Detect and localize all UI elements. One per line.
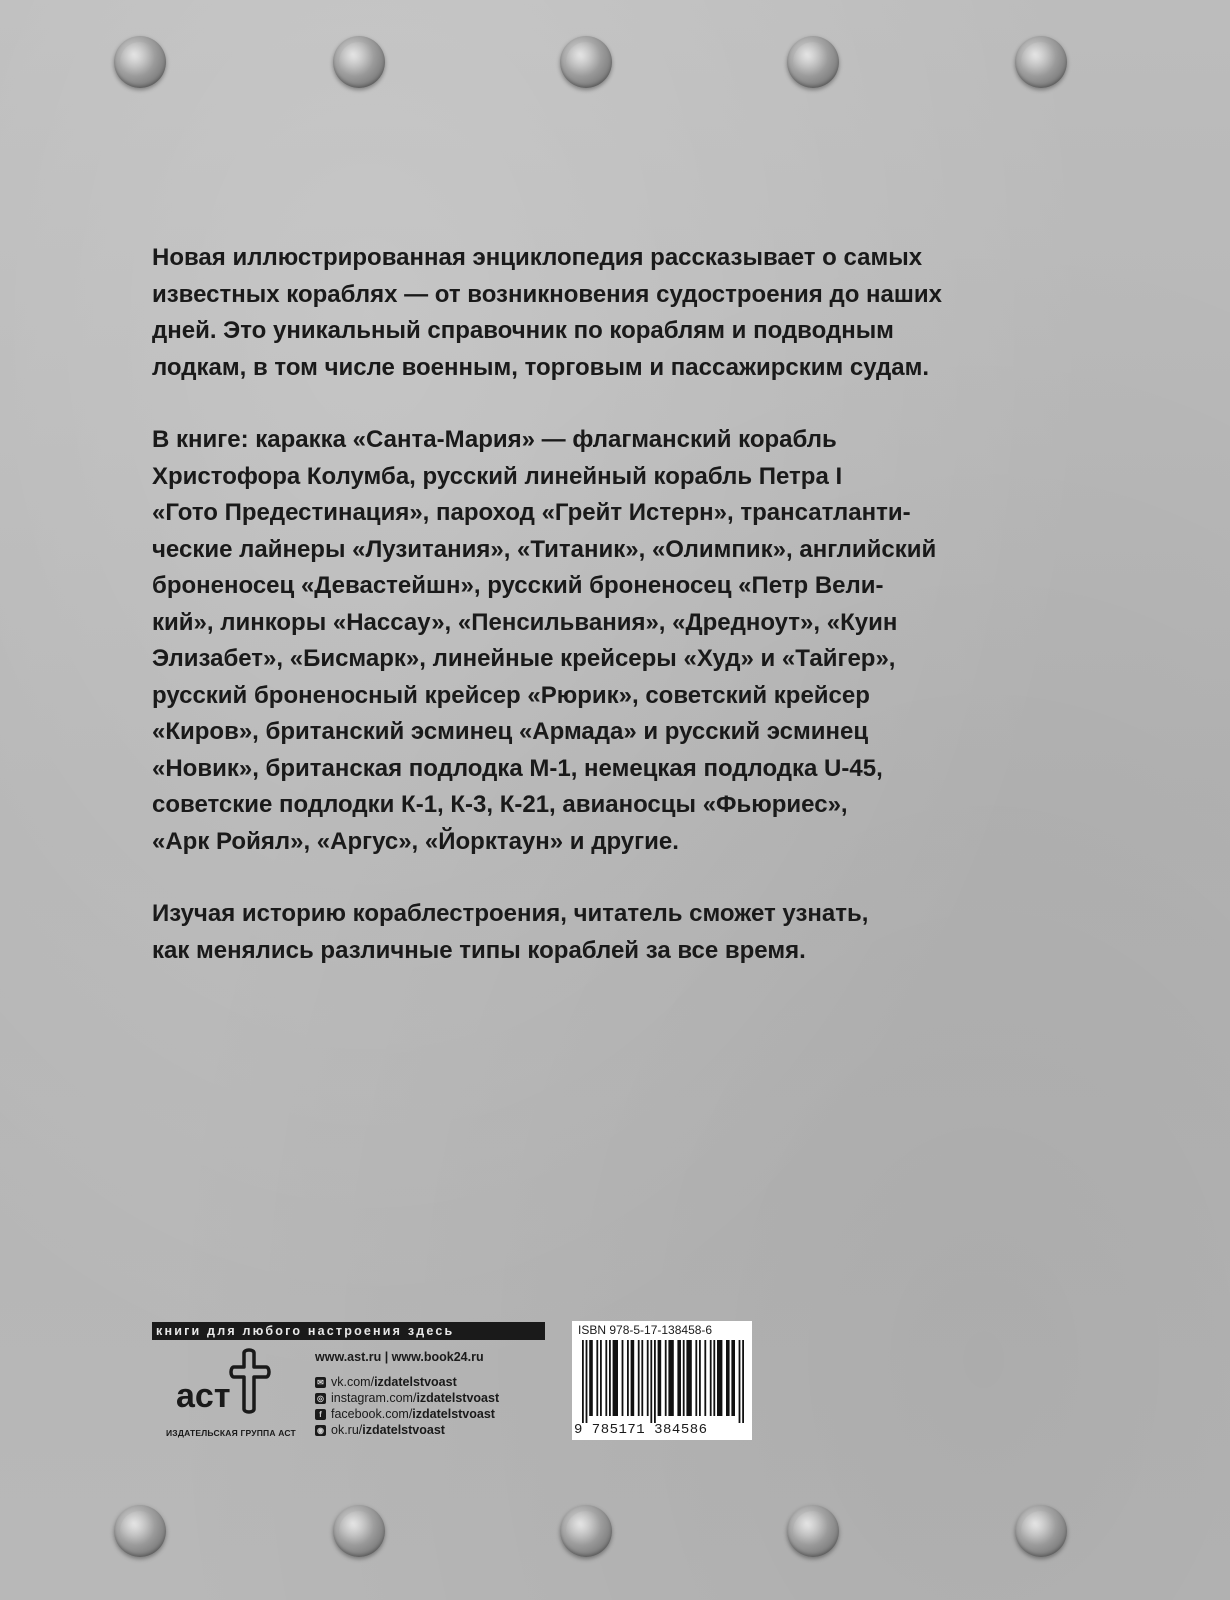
barcode-bar — [589, 1340, 593, 1416]
barcode-bar — [717, 1340, 722, 1416]
social-prefix: vk.com/ — [331, 1375, 375, 1389]
barcode-bar — [668, 1340, 673, 1416]
barcode-bar — [726, 1340, 730, 1416]
barcode-bar — [677, 1340, 681, 1416]
barcode-bar — [683, 1340, 685, 1416]
text-line: В книге: каракка «Санта-Мария» — флагманский корабль — [152, 426, 837, 453]
barcode-bar — [605, 1340, 607, 1416]
rivet-top-3 — [560, 36, 612, 88]
text-line: кий», линкоры «Нассау», «Пенсильвания», «Дредноут», «Куин — [152, 608, 898, 636]
paragraph-intro — [152, 240, 1052, 386]
barcode-bar — [600, 1340, 602, 1416]
barcode-bar — [596, 1340, 598, 1416]
paragraph-outro — [152, 896, 1052, 969]
barcode-bar — [654, 1340, 656, 1423]
barcode-bar — [627, 1340, 629, 1416]
social-prefix: instagram.com/ — [331, 1391, 417, 1405]
text-line: как менялись различные типы кораблей за все время. — [152, 936, 806, 964]
barcode-icon — [582, 1340, 744, 1423]
rivet-top-2 — [333, 36, 385, 88]
text-line: лодкам, в том числе военным, торговым и пассажирским судам. — [152, 353, 930, 381]
paragraph-ships-list — [152, 422, 1052, 860]
ok-icon: ◉ — [315, 1425, 326, 1436]
barcode-bar — [582, 1340, 584, 1423]
text-line: «Киров», британский эсминец «Армада» и русский эсминец — [152, 718, 869, 745]
publisher-name: ИЗДАТЕЛЬСКАЯ ГРУППА АСТ — [166, 1428, 296, 1438]
text-line: Христофора Колумба, русский линейный корабль Петра I — [152, 462, 843, 490]
barcode-bar — [713, 1340, 715, 1416]
barcode-bar — [665, 1340, 667, 1416]
barcode-bar — [699, 1340, 701, 1416]
barcode-bar — [641, 1340, 643, 1416]
social-link-ok[interactable] — [315, 1422, 499, 1438]
text-line: Изучая историю кораблестроения, читатель сможет узнать, — [152, 900, 869, 927]
facebook-icon: f — [315, 1409, 326, 1420]
barcode-panel — [572, 1321, 752, 1440]
social-prefix: facebook.com/ — [331, 1407, 413, 1421]
text-line: Новая иллюстрированная энциклопедия рассказывает о самых — [152, 244, 923, 271]
social-link-facebook[interactable] — [315, 1406, 499, 1422]
barcode-bar — [622, 1340, 624, 1416]
isbn-number: ISBN 978-5-17-138458-6 — [578, 1323, 713, 1337]
barcode-bar — [658, 1340, 662, 1416]
text-line: советские подлодки К-1, К-3, К-21, авианосцы «Фьюриес», — [152, 791, 848, 818]
barcode-bar — [631, 1340, 635, 1416]
text-line: дней. Это уникальный справочник по кораблям и подводным — [152, 317, 894, 344]
rivet-top-4 — [787, 36, 839, 88]
social-handle: izdatelstvoast — [412, 1407, 495, 1421]
barcode-bar — [710, 1340, 712, 1416]
barcode-bar — [731, 1340, 735, 1416]
social-link-instagram[interactable] — [315, 1390, 499, 1406]
rivet-top-5 — [1015, 36, 1067, 88]
instagram-icon: ◎ — [315, 1393, 326, 1404]
text-line: броненосец «Девастейшн», русский броненосец «Петр Вели- — [152, 572, 884, 599]
barcode-bar — [650, 1340, 652, 1423]
text-line: «Арк Ройял», «Аргус», «Йорктаун» и другие. — [152, 827, 679, 855]
social-links — [315, 1374, 499, 1438]
barcode-bar — [638, 1340, 640, 1416]
text-line: ческие лайнеры «Лузитания», «Титаник», «Олимпик», английский — [152, 535, 937, 563]
social-handle: izdatelstvoast — [416, 1391, 500, 1405]
barcode-bar — [586, 1340, 588, 1423]
barcode-bar — [686, 1340, 691, 1416]
social-handle: izdatelstvoast — [362, 1423, 445, 1437]
barcode-bar — [742, 1340, 744, 1423]
barcode-bar — [704, 1340, 706, 1416]
rivet-bottom-3 — [560, 1505, 612, 1557]
text-line: «Гото Предестинация», пароход «Грейт Истерн», трансатланти- — [152, 499, 911, 526]
text-line: Элизабет», «Бисмарк», линейные крейсеры «Худ» и «Тайгер», — [152, 645, 896, 672]
barcode-bar — [647, 1340, 649, 1416]
rivet-top-1 — [114, 36, 166, 88]
text-line: «Новик», британская подлодка М-1, немецкая подлодка U-45, — [152, 754, 883, 782]
ast-logo-icon — [170, 1347, 290, 1417]
description-text — [152, 240, 1052, 1005]
text-line: известных кораблях — от возникновения судостроения до наших — [152, 280, 942, 308]
rivet-bottom-4 — [787, 1505, 839, 1557]
vk-icon: ✉ — [315, 1377, 326, 1388]
text-line: русский броненосный крейсер «Рюрик», советский крейсер — [152, 681, 870, 709]
barcode-digits: 9 785171 384586 — [574, 1422, 708, 1438]
publisher-websites[interactable]: www.ast.ru | www.book24.ru — [315, 1350, 484, 1364]
logo-text: аст — [176, 1377, 231, 1415]
barcode-bar — [739, 1340, 741, 1423]
barcode-bar — [695, 1340, 697, 1416]
social-link-vk[interactable] — [315, 1374, 499, 1390]
social-handle: izdatelstvoast — [374, 1375, 457, 1389]
barcode-bar — [613, 1340, 618, 1416]
barcode-bar — [609, 1340, 611, 1416]
rivet-bottom-2 — [333, 1505, 385, 1557]
rivet-bottom-5 — [1015, 1505, 1067, 1557]
publisher-tagline: книги для любого настроения здесь — [152, 1322, 545, 1340]
social-prefix: ok.ru/ — [331, 1423, 363, 1437]
rivet-bottom-1 — [114, 1505, 166, 1557]
